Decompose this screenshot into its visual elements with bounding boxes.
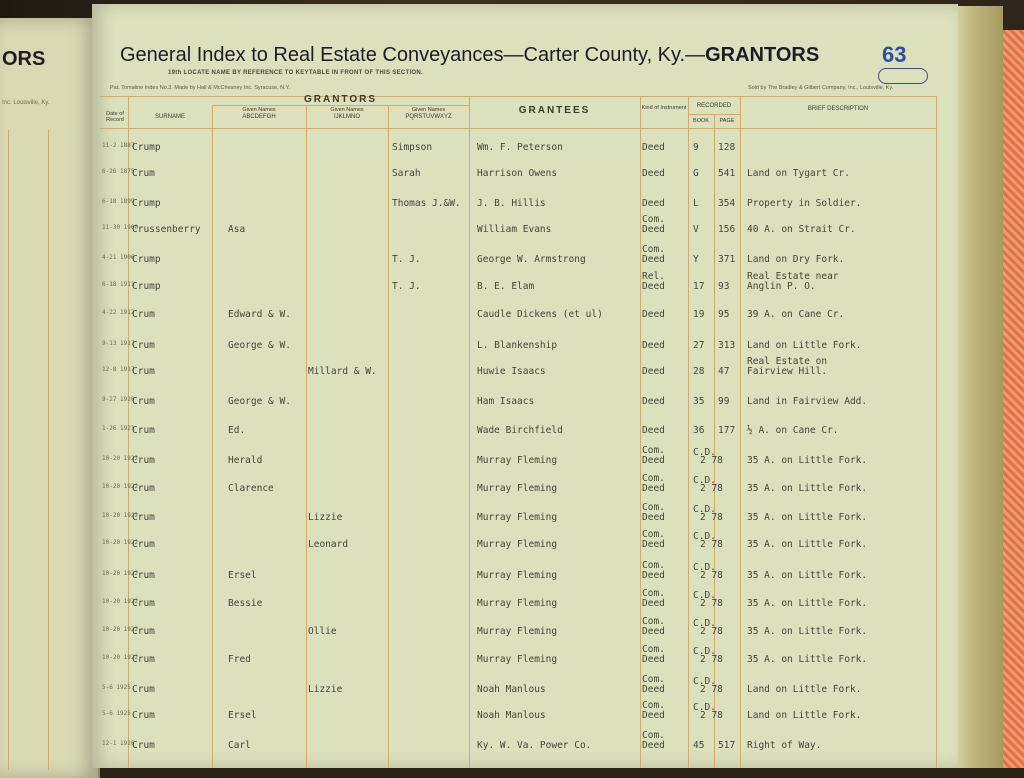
grantee-cell: Caudle Dickens (et ul) <box>477 309 603 320</box>
grantee-cell: Wade Birchfield <box>477 425 563 436</box>
column-rule <box>128 96 129 768</box>
given-name-cell: T. J. <box>392 281 421 292</box>
kind-cell: Com. <box>642 214 665 225</box>
description-cell: 35 A. on Little Fork. <box>747 598 868 609</box>
maker-note: Pat. Tomaline Index No.3. Made by Hall & McChesney Inc. Syracuse, N.Y. <box>110 85 291 91</box>
book-cell: C.D. <box>693 504 716 515</box>
description-cell: Land in Fairview Add. <box>747 396 868 407</box>
left-page-subtitle: Inc. Louisville, Ky. <box>2 100 50 106</box>
surname-cell: Crum <box>132 396 155 407</box>
description-cell: 35 A. on Little Fork. <box>747 570 868 581</box>
surname-cell: Crussenberry <box>132 224 201 235</box>
description-cell: 35 A. on Little Fork. <box>747 654 868 665</box>
grantors-header: GRANTORS <box>303 94 378 105</box>
surname-cell: Crum <box>132 512 155 523</box>
column-rule <box>688 96 689 768</box>
given-name-cell: Fred <box>228 654 251 665</box>
page-cell: 313 <box>718 340 736 351</box>
table-surface <box>1000 30 1024 768</box>
book-cell: 27 <box>693 340 705 351</box>
description-cell: Land on Dry Fork. <box>747 254 845 265</box>
description-cell: Land on Little Fork. <box>747 710 862 721</box>
given-name-cell: George & W. <box>228 340 291 351</box>
given-name-cell: George & W. <box>228 396 291 407</box>
grantees-header: GRANTEES <box>518 105 591 116</box>
kind-cell: Deed <box>642 142 665 153</box>
given-name-cell: Ed. <box>228 425 246 436</box>
kind-cell: Com. <box>642 700 665 711</box>
given-name-cell: Thomas J.&W. <box>392 198 461 209</box>
left-page-rule <box>48 130 49 770</box>
page-title-grantors: GRANTORS <box>705 44 820 66</box>
kind-cell: Com. <box>642 674 665 685</box>
kind-cell: Deed <box>642 483 665 494</box>
book-cell: C.D. <box>693 475 716 486</box>
date-cell: 5-6 1925 <box>102 684 131 691</box>
kind-cell: Deed <box>642 396 665 407</box>
column-rule <box>714 114 715 768</box>
page-cell: 177 <box>718 425 736 436</box>
book-cell: C.D. <box>693 531 716 542</box>
given-name-cell: Millard & W. <box>308 366 377 377</box>
column-rule <box>212 105 213 768</box>
book-cell: G <box>693 168 699 179</box>
kind-cell: Deed <box>642 168 665 179</box>
surname-cell: Crum <box>132 366 155 377</box>
header-rule <box>100 128 936 129</box>
surname-cell: Crum <box>132 598 155 609</box>
kind-cell: Deed <box>642 570 665 581</box>
page-cell: 2 78 <box>700 598 723 609</box>
given-names-label: Given Names <box>242 107 276 113</box>
page-cell: 541 <box>718 168 736 179</box>
surname-cell: Crum <box>132 626 155 637</box>
column-rule <box>306 105 307 768</box>
grantee-cell: Murray Fleming <box>477 570 558 581</box>
book-cell: C.D. <box>693 562 716 573</box>
kind-cell: Com. <box>642 244 665 255</box>
book-cell: 9 <box>693 142 699 153</box>
kind-cell: Deed <box>642 254 665 265</box>
given-name-cell: Lizzie <box>308 512 343 523</box>
date-cell: 12-8 1917 <box>102 366 135 373</box>
given-name-cell: Herald <box>228 455 263 466</box>
grantee-cell: Ham Isaacs <box>477 396 535 407</box>
given-name-cell: Asa <box>228 224 246 235</box>
recorded-header: RECORDED <box>696 103 732 109</box>
kind-cell: Com. <box>642 588 665 599</box>
given-name-cell: Ersel <box>228 570 257 581</box>
kind-cell: Rel. <box>642 271 665 282</box>
book-cell: C.D. <box>693 646 716 657</box>
book-cell: C.D. <box>693 447 716 458</box>
date-cell: 6-18 1899 <box>102 198 135 205</box>
page-cell: 2 78 <box>700 539 723 550</box>
date-cell: 9-27 1920 <box>102 396 135 403</box>
page-title-main: General Index to Real Estate Conveyances—Carter County, Ky.— <box>120 44 706 66</box>
description-cell: Real Estate near <box>747 271 839 282</box>
grantee-cell: Murray Fleming <box>477 626 558 637</box>
date-cell: 10-20 1922 <box>102 512 139 519</box>
date-cell: 12-1 1926 <box>102 740 135 747</box>
given-name-cell: Leonard <box>308 539 349 550</box>
grantee-cell: Noah Manlous <box>477 710 546 721</box>
date-cell: 10-20 1922 <box>102 455 139 462</box>
page-cell: 2 78 <box>700 455 723 466</box>
grantee-cell: Murray Fleming <box>477 539 558 550</box>
grantee-cell: George W. Armstrong <box>477 254 586 265</box>
given-3-header: PQRSTUVWXYZ <box>405 114 452 120</box>
page-number: 63 <box>882 42 907 67</box>
given-name-cell: Clarence <box>228 483 274 494</box>
grantee-cell: Wm. F. Peterson <box>477 142 563 153</box>
given-name-cell: Lizzie <box>308 684 343 695</box>
given-name-cell: Ersel <box>228 710 257 721</box>
date-cell: 10-20 1922 <box>102 483 139 490</box>
page-cell: 2 78 <box>700 654 723 665</box>
surname-cell: Crump <box>132 254 161 265</box>
given-name-cell: Ollie <box>308 626 337 637</box>
description-cell: Land on Tygart Cr. <box>747 168 850 179</box>
surname-cell: Crum <box>132 340 155 351</box>
page-cell: 371 <box>718 254 736 265</box>
book-cell: C.D. <box>693 618 716 629</box>
date-header: Date of Record <box>106 111 124 123</box>
column-rule <box>388 105 389 768</box>
column-rule <box>640 96 641 768</box>
description-cell: 35 A. on Little Fork. <box>747 483 868 494</box>
page-cell: 2 78 <box>700 512 723 523</box>
surname-cell: Crum <box>132 570 155 581</box>
kind-cell: Deed <box>642 598 665 609</box>
description-cell: Real Estate on <box>747 356 828 367</box>
page-cell: 99 <box>718 396 730 407</box>
date-cell: 10-20 1922 <box>102 570 139 577</box>
page-cell: 156 <box>718 224 736 235</box>
book-cell: V <box>693 224 699 235</box>
grantee-cell: Huwie Isaacs <box>477 366 546 377</box>
date-cell: 9-13 1917 <box>102 340 135 347</box>
left-page <box>0 18 100 778</box>
kind-cell: Deed <box>642 198 665 209</box>
grantee-cell: Ky. W. Va. Power Co. <box>477 740 592 751</box>
kind-cell: Deed <box>642 224 665 235</box>
surname-cell: Crum <box>132 455 155 466</box>
surname-cell: Crum <box>132 684 155 695</box>
grantee-cell: L. Blankenship <box>477 340 558 351</box>
kind-cell: Deed <box>642 281 665 292</box>
kind-cell: Deed <box>642 425 665 436</box>
page-cell: 47 <box>718 366 730 377</box>
date-cell: 6-26 1875 <box>102 168 135 175</box>
locate-note: 19th LOCATE NAME BY REFERENCE TO KEYTABLE IN FRONT OF THIS SECTION. <box>168 70 424 76</box>
description-cell: Fairview Hill. <box>747 366 828 377</box>
description-cell: Land on Little Fork. <box>747 340 862 351</box>
date-cell: 5-6 1925 <box>102 710 131 717</box>
book-cell: 36 <box>693 425 705 436</box>
book-cell: 45 <box>693 740 705 751</box>
kind-cell: Com. <box>642 502 665 513</box>
kind-cell: Deed <box>642 626 665 637</box>
surname-cell: Crum <box>132 309 155 320</box>
kind-cell: Deed <box>642 710 665 721</box>
page-header: PAGE <box>719 118 735 124</box>
kind-cell: Com. <box>642 445 665 456</box>
grantee-cell: Murray Fleming <box>477 483 558 494</box>
given-names-label: Given Names <box>330 107 364 113</box>
grantee-cell: B. E. Elam <box>477 281 535 292</box>
date-cell: 6-18 1911 <box>102 281 135 288</box>
given-1-header: ABCDEFGH <box>242 114 276 120</box>
date-cell: 10-20 1922 <box>102 539 139 546</box>
page-cell: 2 78 <box>700 570 723 581</box>
surname-cell: Crum <box>132 539 155 550</box>
left-page-title: ORS <box>2 48 46 70</box>
given-name-cell: Simpson <box>392 142 433 153</box>
seller-note: Sold by The Bradley & Gilbert Company, Inc., Louisville, Ky. <box>748 85 894 91</box>
kind-cell: Com. <box>642 560 665 571</box>
description-cell: 39 A. on Cane Cr. <box>747 309 845 320</box>
date-cell: 10-20 1922 <box>102 626 139 633</box>
kind-cell: Deed <box>642 455 665 466</box>
page-cell: 128 <box>718 142 736 153</box>
given-name-cell: Carl <box>228 740 251 751</box>
page-cell: 93 <box>718 281 730 292</box>
left-page-rule <box>8 130 9 770</box>
kind-cell: Com. <box>642 529 665 540</box>
book-cell: 35 <box>693 396 705 407</box>
description-cell: 35 A. on Little Fork. <box>747 455 868 466</box>
kind-cell: Deed <box>642 654 665 665</box>
kind-cell: Deed <box>642 512 665 523</box>
description-cell: 40 A. on Strait Cr. <box>747 224 856 235</box>
date-cell: 10-20 1922 <box>102 598 139 605</box>
kind-cell: Deed <box>642 684 665 695</box>
book-cell: 28 <box>693 366 705 377</box>
date-cell: 1-26 1921 <box>102 425 135 432</box>
book-cell: Y <box>693 254 699 265</box>
grantee-cell: Murray Fleming <box>477 598 558 609</box>
book-cell: 19 <box>693 309 705 320</box>
book-cell: C.D. <box>693 676 716 687</box>
kind-header: Kind of Instrument <box>641 105 687 111</box>
column-rule <box>740 96 741 768</box>
surname-cell: Crum <box>132 740 155 751</box>
kind-cell: Deed <box>642 740 665 751</box>
kind-cell: Deed <box>642 309 665 320</box>
book-cell: 17 <box>693 281 705 292</box>
book-cell: C.D. <box>693 702 716 713</box>
surname-cell: Crum <box>132 654 155 665</box>
page-cell: 2 78 <box>700 684 723 695</box>
date-cell: 11-30 1900 <box>102 224 139 231</box>
grantors-rule <box>212 105 469 106</box>
description-cell: Right of Way. <box>747 740 822 751</box>
column-rule <box>469 96 470 768</box>
page-cell: 354 <box>718 198 736 209</box>
given-name-cell: Sarah <box>392 168 421 179</box>
surname-cell: Crump <box>132 198 161 209</box>
surname-cell: Crum <box>132 483 155 494</box>
date-cell: 4-22 1912 <box>102 309 135 316</box>
kind-cell: Com. <box>642 473 665 484</box>
description-cell: Land on Little Fork. <box>747 684 862 695</box>
surname-cell: Crum <box>132 425 155 436</box>
given-names-label: Given Names <box>411 107 446 113</box>
page-tab-oval <box>878 68 928 84</box>
description-cell: Property in Soldier. <box>747 198 862 209</box>
grantee-cell: Murray Fleming <box>477 654 558 665</box>
grantee-cell: Murray Fleming <box>477 512 558 523</box>
surname-cell: Crum <box>132 710 155 721</box>
given-name-cell: T. J. <box>392 254 421 265</box>
surname-header: SURNAME <box>154 114 185 120</box>
description-cell: Anglin P. O. <box>747 281 816 292</box>
description-cell: 35 A. on Little Fork. <box>747 539 868 550</box>
given-2-header: IJKLMNO <box>333 114 360 120</box>
grantee-cell: Noah Manlous <box>477 684 546 695</box>
page-cell: 517 <box>718 740 736 751</box>
description-cell: ½ A. on Cane Cr. <box>747 425 839 436</box>
date-cell: 11-2 1887 <box>102 142 135 149</box>
book-cell: C.D. <box>693 590 716 601</box>
kind-cell: Deed <box>642 366 665 377</box>
description-cell: 35 A. on Little Fork. <box>747 512 868 523</box>
page-title <box>120 44 819 67</box>
date-cell: 4-21 1906 <box>102 254 135 261</box>
book-cell: L <box>693 198 699 209</box>
kind-cell: Deed <box>642 539 665 550</box>
kind-cell: Com. <box>642 730 665 741</box>
page-cell: 95 <box>718 309 730 320</box>
given-name-cell: Bessie <box>228 598 263 609</box>
kind-cell: Deed <box>642 340 665 351</box>
page-edges <box>955 6 1003 768</box>
kind-cell: Com. <box>642 644 665 655</box>
grantee-cell: J. B. Hillis <box>477 198 546 209</box>
surname-cell: Crump <box>132 142 161 153</box>
grantee-cell: Murray Fleming <box>477 455 558 466</box>
page-cell: 2 78 <box>700 483 723 494</box>
surname-cell: Crum <box>132 168 155 179</box>
kind-cell: Com. <box>642 616 665 627</box>
page-cell: 2 78 <box>700 710 723 721</box>
surname-cell: Crump <box>132 281 161 292</box>
book-header: BOOK <box>693 118 709 124</box>
page-cell: 2 78 <box>700 626 723 637</box>
brief-description-header: BRIEF DESCRIPTION <box>807 106 869 112</box>
given-name-cell: Edward & W. <box>228 309 291 320</box>
grantee-cell: Harrison Owens <box>477 168 558 179</box>
description-cell: 35 A. on Little Fork. <box>747 626 868 637</box>
column-rule <box>936 96 937 768</box>
ledger-page <box>92 4 958 768</box>
grantee-cell: William Evans <box>477 224 552 235</box>
date-cell: 10-20 1922 <box>102 654 139 661</box>
